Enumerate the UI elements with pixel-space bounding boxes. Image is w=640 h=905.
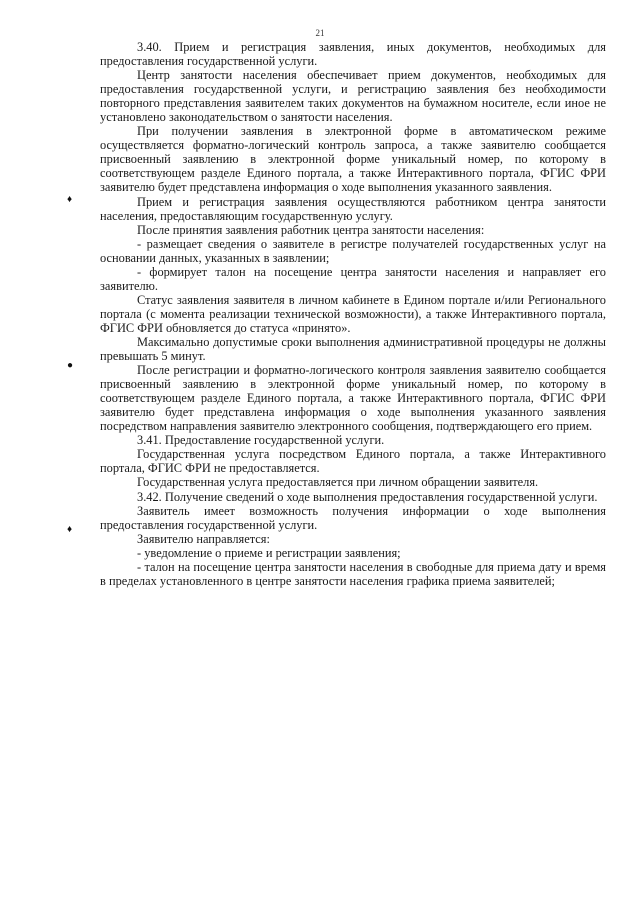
paragraph: Максимально допустимые сроки выполнения административной процедуры не должны превышать 5 минут.	[100, 334, 606, 364]
margin-mark-icon: ●	[67, 360, 74, 371]
document-body	[100, 40, 606, 588]
paragraph: При получении заявления в электронной форме в автоматическом режиме осуществляется форматно-логический контроль запроса, а также заявителю сообщается присвоенный заявлению в электронной форме уникальный номер, по которому в соответствующем разделе Единого портала, а также Интерактивного портала, ФГИС ФРИ заявителю будет представлена информация о ходе выполнения указанного заявления.	[100, 124, 606, 195]
list-item: - размещает сведения о заявителе в регистре получателей государственных услуг на основании данных, указанных в заявлении;	[100, 236, 606, 265]
margin-mark-icon: ♦	[67, 194, 73, 205]
list-item: - уведомление о приеме и регистрации заявления;	[137, 545, 401, 560]
paragraph: Прием и регистрация заявления осуществляются работником центра занятости населения, предоставляющим государственную услугу.	[100, 194, 606, 223]
paragraph: После регистрации и форматно-логического контроля заявления заявителю сообщается присвоенный заявлению в электронной форме уникальный номер, по которому в соответствующем разделе Единого портала, а также Интерактивного портала, ФГИС ФРИ заявителю будет представлена информация о ходе выполнения указанного заявления посредством направления заявителю электронного сообщения, подтверждающего его прием.	[100, 363, 606, 434]
paragraph-3-40-heading: 3.40. Прием и регистрация заявления, иных документов, необходимых для предоставления государственной услуги.	[100, 40, 606, 69]
margin-mark-icon: ♦	[67, 524, 73, 535]
paragraph: Статус заявления заявителя в личном кабинете в Едином портале и/или Регионального портала (с момента реализации технической возможности), а также Интерактивного портала, ФГИС ФРИ обновляется до статуса «принято».	[100, 292, 606, 335]
paragraph-3-41-heading: 3.41. Предоставление государственной услуги.	[137, 433, 385, 448]
paragraph: Центр занятости населения обеспечивает прием документов, необходимых для предоставления государственной услуги, и регистрацию заявления без необходимости повторного представления заявителем таких документов на бумажном носителе, если иное не установлено законодательством о занятости населения.	[100, 68, 606, 125]
paragraph: Государственная услуга предоставляется при личном обращении заявителя.	[137, 475, 539, 490]
paragraph: Заявителю направляется:	[137, 531, 270, 546]
paragraph: После принятия заявления работник центра занятости населения:	[137, 222, 485, 237]
paragraph: Заявитель имеет возможность получения информации о ходе выполнения предоставления государственной услуги.	[100, 503, 606, 532]
paragraph-3-42-heading: 3.42. Получение сведений о ходе выполнения предоставления государственной услуги.	[137, 489, 598, 504]
list-item: - талон на посещение центра занятости населения в свободные для приема дату и время в пределах установленного в центре занятости населения графика приема заявителей;	[100, 559, 606, 588]
page-number: 21	[315, 28, 325, 38]
paragraph: Государственная услуга посредством Единого портала, а также Интерактивного портала, ФГИС ФРИ не предоставляется.	[100, 447, 606, 476]
list-item: - формирует талон на посещение центра занятости населения и направляет его заявителю.	[100, 264, 606, 293]
